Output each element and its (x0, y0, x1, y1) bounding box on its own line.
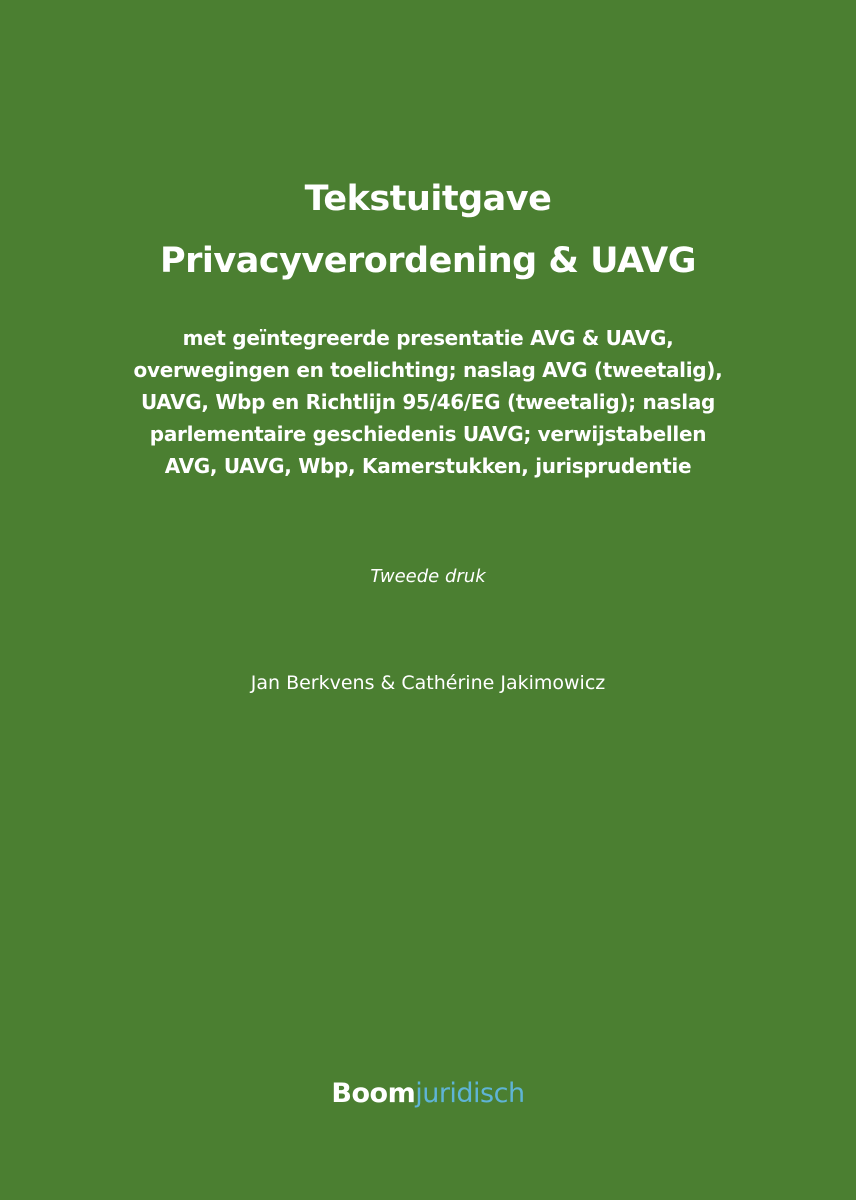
title-line: Tekstuitgave (304, 179, 552, 219)
publisher-logo (0, 1078, 856, 1109)
title-line: Privacyverordening & UAVG (160, 241, 696, 281)
subtitle-line: met geïntegreerde presentatie AVG & UAVG, (182, 326, 674, 350)
logo-boom: Boom (331, 1078, 416, 1109)
logo-juridisch: juridisch (415, 1078, 525, 1109)
book-subtitle (0, 322, 856, 482)
edition: Tweede druk (370, 566, 486, 587)
subtitle-line: UAVG, Wbp en Richtlijn 95/46/EG (tweetalig); naslag (140, 390, 716, 414)
subtitle-line: parlementaire geschiedenis UAVG; verwijstabellen (149, 422, 707, 446)
authors: Jan Berkvens & Cathérine Jakimowicz (250, 672, 606, 694)
book-title (0, 168, 856, 292)
subtitle-line: AVG, UAVG, Wbp, Kamerstukken, jurisprudentie (164, 454, 692, 478)
subtitle-line: overwegingen en toelichting; naslag AVG (tweetalig), (133, 358, 723, 382)
